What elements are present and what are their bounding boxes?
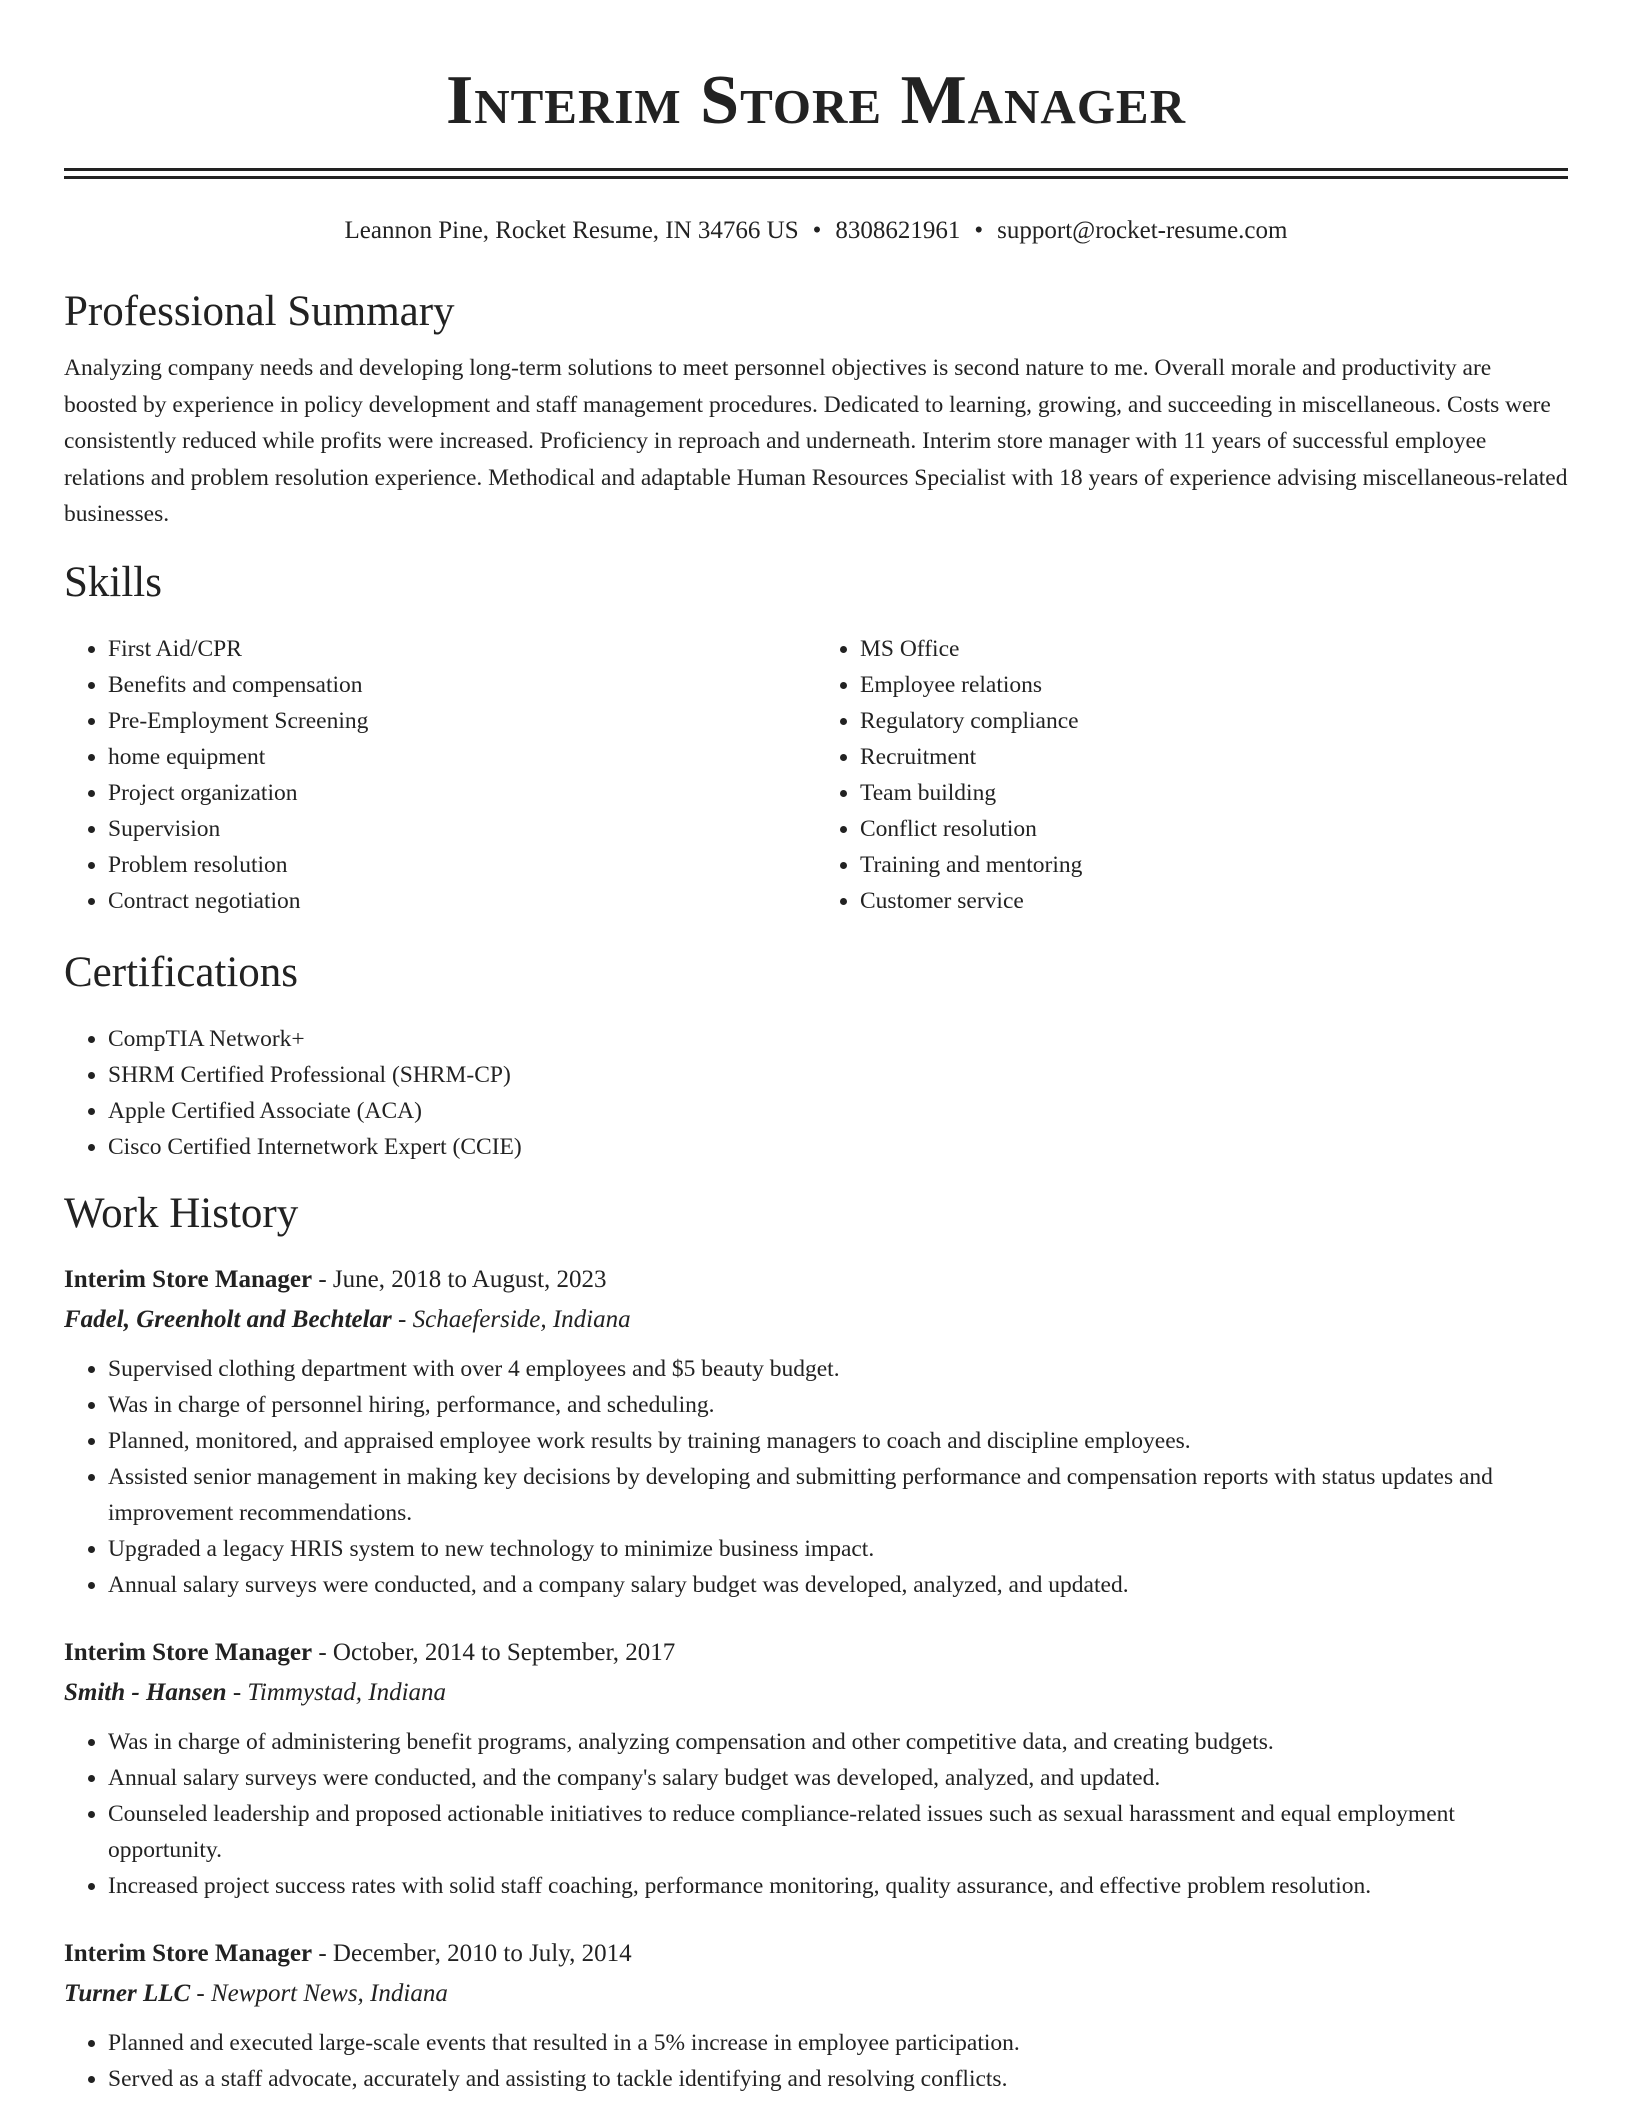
- work-history-heading: Work History: [64, 1189, 299, 1237]
- resume-title: Interim Store Manager: [445, 62, 1187, 139]
- certification-item: • CompTIA Network+: [108, 1021, 1568, 1057]
- skill-item: • Pre-Employment Screening: [108, 703, 816, 739]
- job-title: Interim Store Manager: [64, 1939, 313, 1967]
- title-divider-top: [64, 168, 1568, 171]
- skill-item: • Regulatory compliance: [860, 703, 1568, 739]
- job-entry: [64, 1633, 1568, 1904]
- job-bullet: • Upgraded a legacy HRIS system to new technology to minimize business impact.: [108, 1531, 1568, 1567]
- job-title: Interim Store Manager: [64, 1265, 313, 1293]
- skills-heading: Skills: [64, 558, 162, 606]
- certification-item: • Apple Certified Associate (ACA): [108, 1093, 1568, 1129]
- skills-columns: [64, 631, 1568, 919]
- skill-item: • Team building: [860, 775, 1568, 811]
- certification-item: • Cisco Certified Internetwork Expert (CCIE): [108, 1129, 1568, 1165]
- job-bullet: • Counseled leadership and proposed actionable initiatives to reduce compliance-related issues such as sexual harassment and equal employment opportunity.: [108, 1796, 1568, 1868]
- job-location: - Timmystad, Indiana: [226, 1678, 447, 1706]
- skill-item: • First Aid/CPR: [108, 631, 816, 667]
- certification-item: • SHRM Certified Professional (SHRM-CP): [108, 1057, 1568, 1093]
- job-title-line: [64, 1260, 1568, 1300]
- skill-item: • Benefits and compensation: [108, 667, 816, 703]
- job-title-line: [64, 1633, 1568, 1673]
- skill-item: • home equipment: [108, 739, 816, 775]
- job-bullet: • Was in charge of personnel hiring, performance, and scheduling.: [108, 1387, 1568, 1423]
- title-divider-bottom: [64, 176, 1568, 179]
- job-dates: - October, 2014 to September, 2017: [312, 1638, 676, 1666]
- job-bullet: • Annual salary surveys were conducted, and a company salary budget was developed, analyzed, and updated.: [108, 1567, 1568, 1603]
- job-dates: - December, 2010 to July, 2014: [312, 1939, 632, 1967]
- contact-line: [64, 216, 1568, 246]
- job-bullets: [64, 1724, 1568, 1904]
- skills-list-left: [64, 631, 816, 919]
- skill-item: • Problem resolution: [108, 847, 816, 883]
- job-location: - Newport News, Indiana: [190, 1979, 448, 2007]
- job-bullet: • Supervised clothing department with over 4 employees and $5 beauty budget.: [108, 1351, 1568, 1387]
- skills-list-right: [816, 631, 1568, 919]
- contact-address: Leannon Pine, Rocket Resume, IN 34766 US: [344, 217, 799, 244]
- skill-item: • Employee relations: [860, 667, 1568, 703]
- job-title: Interim Store Manager: [64, 1638, 313, 1666]
- job-bullet: • Was in charge of administering benefit programs, analyzing compensation and other competitive data, and creating budgets.: [108, 1724, 1568, 1760]
- contact-phone: 8308621961: [835, 217, 961, 244]
- job-bullets: [64, 1351, 1568, 1603]
- contact-separator: •: [812, 217, 822, 244]
- job-dates: - June, 2018 to August, 2023: [312, 1265, 607, 1293]
- contact-email: support@rocket-resume.com: [997, 217, 1288, 244]
- job-company-line: [64, 1974, 1568, 2014]
- job-title-line: [64, 1934, 1568, 1974]
- skill-item: • Training and mentoring: [860, 847, 1568, 883]
- skill-item: • Supervision: [108, 811, 816, 847]
- job-bullet: • Served as a staff advocate, accurately and assisting to tackle identifying and resolving conflicts.: [108, 2061, 1568, 2097]
- skill-item: • MS Office: [860, 631, 1568, 667]
- job-location: - Schaeferside, Indiana: [391, 1305, 631, 1333]
- skill-item: • Project organization: [108, 775, 816, 811]
- job-bullet: • Planned, monitored, and appraised employee work results by training managers to coach and discipline employees.: [108, 1423, 1568, 1459]
- job-company-line: [64, 1300, 1568, 1340]
- job-bullet: • Annual salary surveys were conducted, and the company's salary budget was developed, analyzed, and updated.: [108, 1760, 1568, 1796]
- summary-text: Analyzing company needs and developing long-term solutions to meet personnel objectives is second nature to me. Overall morale and productivity are boosted by experience in policy development and staff management procedures. Dedicated to learning, growing, and succeeding in miscellaneous. Costs were consistently reduced while profits were increased. Proficiency in reproach and underneath. Interim store manager with 11 years of successful employee relations and problem resolution experience. Methodical and adaptable Human Resources Specialist with 18 years of experience advising miscellaneous-related businesses.: [64, 355, 1568, 527]
- skill-item: • Conflict resolution: [860, 811, 1568, 847]
- job-company: Smith - Hansen: [64, 1678, 227, 1706]
- job-company: Turner LLC: [64, 1979, 191, 2007]
- summary-heading: Professional Summary: [64, 288, 455, 335]
- job-bullet: • Assisted senior management in making key decisions by developing and submitting performance and compensation reports with status updates and improvement recommendations.: [108, 1459, 1568, 1531]
- job-bullet: • Increased project success rates with solid staff coaching, performance monitoring, quality assurance, and effective problem resolution.: [108, 1868, 1568, 1904]
- skill-item: • Contract negotiation: [108, 883, 816, 919]
- job-entry: [64, 1260, 1568, 1603]
- certifications-list: [64, 1021, 1568, 1165]
- certifications-heading: Certifications: [64, 948, 299, 996]
- contact-separator: •: [974, 217, 984, 244]
- job-company: Fadel, Greenholt and Bechtelar: [64, 1305, 392, 1333]
- job-entry: [64, 1934, 1568, 2097]
- skill-item: • Customer service: [860, 883, 1568, 919]
- job-bullet: • Planned and executed large-scale events that resulted in a 5% increase in employee participation.: [108, 2025, 1568, 2061]
- job-company-line: [64, 1673, 1568, 1713]
- skill-item: • Recruitment: [860, 739, 1568, 775]
- job-bullets: [64, 2025, 1568, 2097]
